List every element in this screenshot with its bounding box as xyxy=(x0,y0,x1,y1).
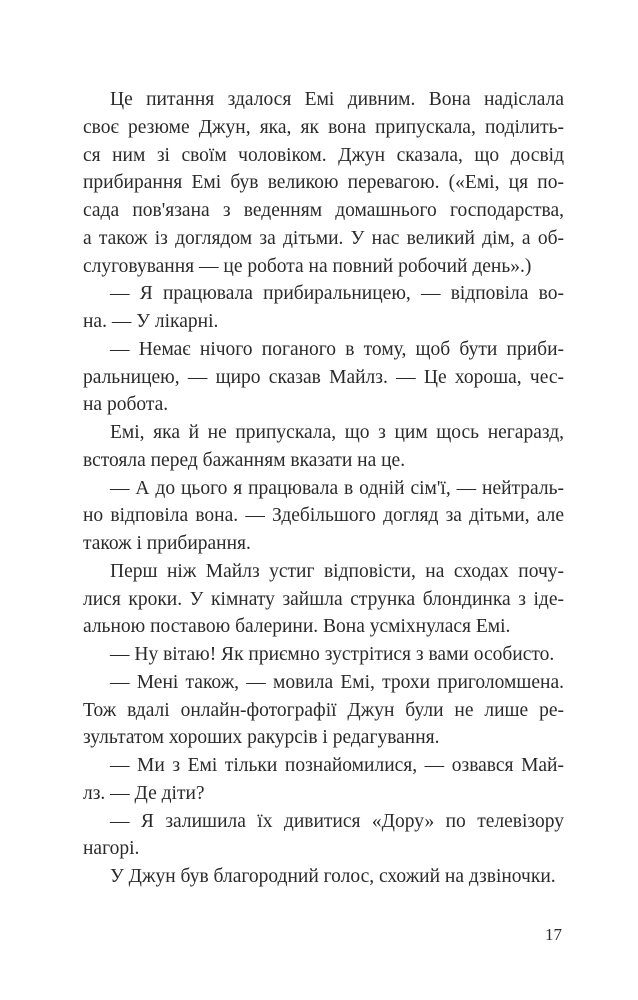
text-line: ральницею, — щиро сказав Майлз. — Це хороша, чес- xyxy=(83,366,564,388)
text-line: но відповіла вона. — Здебільшого догляд за дітьми, але xyxy=(83,505,564,527)
text-line: слуговування — це робота на повний робочий день».) xyxy=(83,255,532,277)
text-line: встояла перед бажанням вказати на це. xyxy=(83,449,406,471)
text-line: нагорі. xyxy=(83,838,140,860)
text-line: Емі, яка й не припускала, що з цим щось негаразд, xyxy=(110,422,564,443)
text-line: — Немає нічого поганого в тому, щоб бути приби- xyxy=(110,338,564,360)
text-line: також і прибирання. xyxy=(83,533,251,554)
text-line: — А до цього я працювала в одній сім'ї, — нейтраль- xyxy=(110,477,564,499)
text-line: своє резюме Джун, яка, як вона припускала, поділить- xyxy=(83,116,564,138)
text-line: а також із доглядом за дітьми. У нас великий дім, а об- xyxy=(83,227,564,249)
text-line: — Ми з Емі тільки познайомилися, — озвався Май- xyxy=(110,755,564,776)
text-line: лз. — Де діти? xyxy=(83,782,205,804)
text-line: сада пов'язана з веденням домашнього господарства, xyxy=(83,200,564,221)
text-line: Це питання здалося Емі дивним. Вона надіслала xyxy=(110,89,564,110)
page-number: 17 xyxy=(545,925,562,944)
text-line: зультатом хороших ракурсів і редагування. xyxy=(83,727,440,749)
text-line: на. — У лікарні. xyxy=(83,311,219,332)
text-line: — Я працювала прибиральницею, — відповіла во- xyxy=(110,283,564,305)
text-line: — Я залишила їх дивитися «Дору» по телевізору xyxy=(110,810,564,832)
text-line: ся ним зі своїм чоловіком. Джун сказала, що досвід xyxy=(83,144,564,166)
text-line: прибирання Емі був великою перевагою. («Емі, ця по- xyxy=(83,172,564,194)
text-line: Тож вдалі онлайн-фотографії Джун були не лише ре- xyxy=(83,699,564,721)
text-line: лися кроки. У кімнату зайшла струнка блондинка з іде- xyxy=(83,588,564,610)
text-line: на робота. xyxy=(83,394,169,416)
text-line: — Ну вітаю! Як приємно зустрітися з вами особисто. xyxy=(110,644,555,665)
text-line: альною поставою балерини. Вона усміхнулася Емі. xyxy=(83,616,511,638)
text-line: — Мені також, — мовила Емі, трохи приголомшена. xyxy=(110,671,564,693)
page-body-text xyxy=(83,86,564,891)
text-line: Перш ніж Майлз устиг відповісти, на сходах почу- xyxy=(110,560,564,582)
text-line: У Джун був благородний голос, схожий на дзвіночки. xyxy=(110,866,556,887)
